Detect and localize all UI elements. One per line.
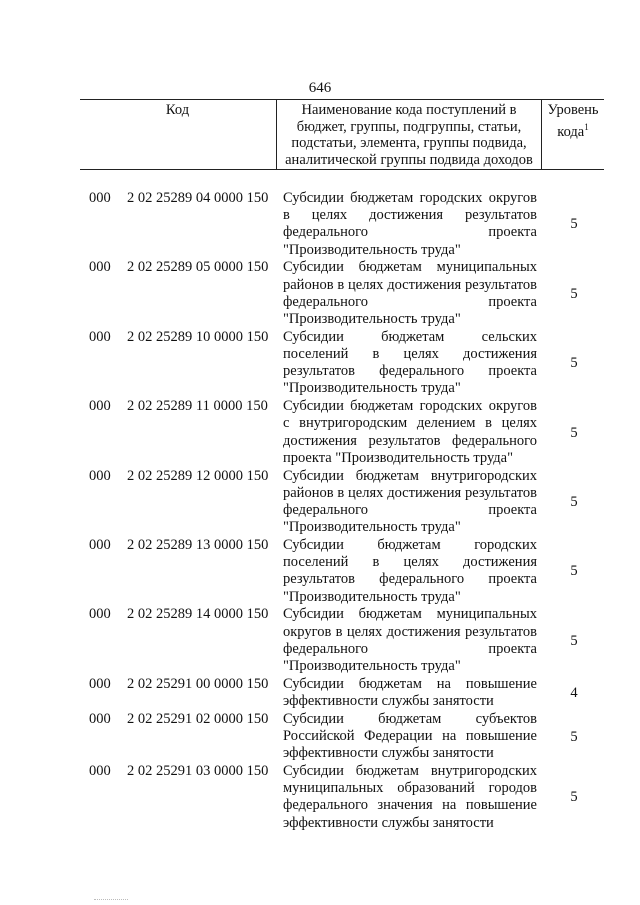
header-level-line2 xyxy=(542,119,604,141)
revenue-code: 2 02 25289 14 0000 150 xyxy=(127,606,269,623)
revenue-name-line: федерального проекта xyxy=(283,501,537,518)
table-row xyxy=(0,259,640,328)
revenue-name-line: с внутригородским делением в целях xyxy=(283,415,537,432)
revenue-name-line: эффективности службы занятости xyxy=(283,745,494,762)
revenue-name xyxy=(283,537,537,606)
revenue-code: 2 02 25291 02 0000 150 xyxy=(127,710,269,727)
revenue-name-line: поселений в целях достижения xyxy=(283,345,537,362)
revenue-name xyxy=(283,398,537,467)
revenue-name-line: Российской Федерации на повышение xyxy=(283,727,537,744)
header-name-line: подстатьи, элемента, группы подвида, xyxy=(291,135,527,151)
code-level: 5 xyxy=(570,789,578,806)
revenue-name xyxy=(283,676,537,710)
revenue-code: 2 02 25289 05 0000 150 xyxy=(127,259,269,276)
revenue-name-line: Субсидии бюджетам внутригородских xyxy=(283,467,537,484)
revenue-code: 2 02 25289 10 0000 150 xyxy=(127,328,269,345)
code-level: 5 xyxy=(570,632,578,649)
table-row xyxy=(0,676,640,710)
header-level-word: кода xyxy=(557,123,585,140)
admin-code: 000 xyxy=(89,398,111,415)
admin-code: 000 xyxy=(89,675,111,692)
revenue-name-line: Субсидии бюджетам городских округов xyxy=(283,190,537,206)
code-level: 5 xyxy=(570,216,578,233)
header-code: Код xyxy=(165,102,190,118)
code-level: 5 xyxy=(570,493,578,510)
revenue-name-line: Субсидии бюджетам городских округов xyxy=(283,398,537,415)
revenue-name-line: округов в целях достижения результатов xyxy=(283,623,537,640)
header-name xyxy=(277,102,541,168)
revenue-name-line: в целях достижения результатов xyxy=(283,207,537,224)
admin-code: 000 xyxy=(89,606,111,623)
admin-code: 000 xyxy=(89,328,111,345)
revenue-name xyxy=(283,606,537,675)
revenue-name-line: "Производительность труда" xyxy=(283,588,461,605)
revenue-name-line: Субсидии бюджетам субъектов xyxy=(283,710,537,727)
revenue-name xyxy=(283,468,537,537)
code-level: 4 xyxy=(570,684,578,701)
header-level xyxy=(542,102,604,140)
revenue-code: 2 02 25289 13 0000 150 xyxy=(127,537,269,553)
table-row xyxy=(0,468,640,537)
revenue-code: 2 02 25289 12 0000 150 xyxy=(127,467,269,484)
admin-code: 000 xyxy=(89,467,111,484)
revenue-name-line: "Производительность труда" xyxy=(283,310,461,327)
revenue-name-line: районов в целях достижения результатов xyxy=(283,484,537,501)
revenue-name xyxy=(283,259,537,328)
revenue-name xyxy=(283,763,537,832)
revenue-name-line: федерального проекта xyxy=(283,224,537,241)
admin-code: 000 xyxy=(89,190,111,206)
revenue-name-line: федерального значения на повышение xyxy=(283,797,537,814)
revenue-name-line: "Производительность труда" xyxy=(283,519,461,536)
revenue-name-line: поселений в целях достижения xyxy=(283,554,537,571)
table-row xyxy=(0,711,640,763)
code-level: 5 xyxy=(570,355,578,372)
scan-artifact-mark xyxy=(94,899,128,900)
table-row xyxy=(0,329,640,398)
revenue-name-line: проекта "Производительность труда" xyxy=(283,449,514,466)
table-row xyxy=(0,398,640,467)
revenue-name-line: федерального проекта xyxy=(283,293,537,310)
header-name-line: бюджет, группы, подгруппы, статьи, xyxy=(296,118,522,135)
revenue-code: 2 02 25289 04 0000 150 xyxy=(127,190,269,206)
revenue-name-line: федерального проекта xyxy=(283,640,537,657)
table-header xyxy=(80,99,604,170)
revenue-name-line: "Производительность труда" xyxy=(283,380,461,397)
table-row xyxy=(0,190,640,259)
revenue-name-line: эффективности службы занятости xyxy=(283,692,494,709)
revenue-name-line: районов в целях достижения результатов xyxy=(283,276,537,293)
revenue-code: 2 02 25291 00 0000 150 xyxy=(127,675,269,692)
code-level: 5 xyxy=(570,285,578,302)
footnote-marker: 1 xyxy=(584,121,589,132)
revenue-name-line: достижения результатов федерального xyxy=(283,432,537,449)
revenue-name-line: Субсидии бюджетам городских xyxy=(283,537,537,553)
revenue-name-line: эффективности службы занятости xyxy=(283,814,494,831)
header-top-rule xyxy=(80,99,604,100)
revenue-name-line: Субсидии бюджетам на повышение xyxy=(283,675,537,692)
table-row xyxy=(0,763,640,832)
code-level: 5 xyxy=(570,563,578,580)
revenue-name-line: Субсидии бюджетам внутригородских xyxy=(283,763,537,779)
header-bottom-rule xyxy=(80,169,604,170)
header-level-line1: Уровень xyxy=(547,102,599,118)
admin-code: 000 xyxy=(89,763,111,779)
revenue-name-line: "Производительность труда" xyxy=(283,657,461,674)
revenue-name-line: Субсидии бюджетам муниципальных xyxy=(283,606,537,623)
revenue-name-line: результатов федерального проекта xyxy=(283,363,537,380)
revenue-name-line: Субсидии бюджетам муниципальных xyxy=(283,259,537,276)
header-name-line: аналитической группы подвида доходов xyxy=(285,151,533,168)
page-number: 646 xyxy=(308,80,332,96)
revenue-name-line: "Производительность труда" xyxy=(283,241,461,258)
revenue-name-line: муниципальных образований городов xyxy=(283,780,537,797)
code-level: 5 xyxy=(570,424,578,441)
revenue-code: 2 02 25291 03 0000 150 xyxy=(127,763,269,779)
revenue-name xyxy=(283,711,537,763)
admin-code: 000 xyxy=(89,259,111,276)
header-name-line: Наименование кода поступлений в xyxy=(301,102,517,118)
code-level: 5 xyxy=(570,728,578,745)
table-row xyxy=(0,606,640,675)
admin-code: 000 xyxy=(89,537,111,553)
revenue-code: 2 02 25289 11 0000 150 xyxy=(127,398,268,415)
revenue-name xyxy=(283,329,537,398)
revenue-name-line: результатов федерального проекта xyxy=(283,571,537,588)
table-row xyxy=(0,537,640,606)
revenue-name-line: Субсидии бюджетам сельских xyxy=(283,328,537,345)
revenue-name xyxy=(283,190,537,259)
admin-code: 000 xyxy=(89,710,111,727)
